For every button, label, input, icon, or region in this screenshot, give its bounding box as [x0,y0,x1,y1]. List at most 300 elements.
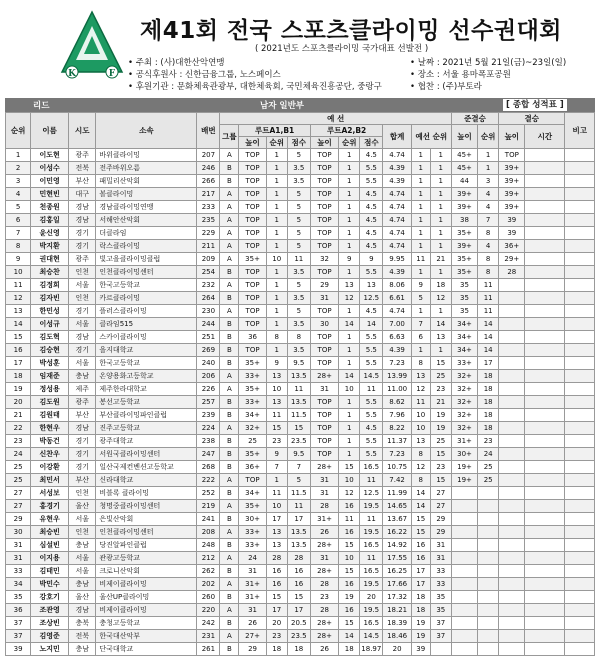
cell-prelim-rank: 1 [430,227,451,240]
cell-final-height [499,370,525,383]
cell-semi-height: 38 [451,214,477,227]
cell-bib: 222 [197,474,220,487]
cell-total: 4.74 [383,240,411,253]
cell-group: B [220,344,239,357]
cell-final-time [525,474,565,487]
cell-club: 서해안산악회 [96,214,197,227]
cell-bib: 224 [197,422,220,435]
cell-club: 빛고을클라이밍클럽 [96,253,197,266]
cell-final-height: 36+ [499,240,525,253]
cell-r2-order: 14 [339,318,360,331]
cell-note [565,617,595,630]
cell-semi-height: 35 [451,305,477,318]
cell-r2-height: 28+ [310,630,338,643]
cell-r2-height: TOP [310,175,338,188]
cell-semi-height [451,500,477,513]
cell-semi-order: 18 [478,383,499,396]
cell-name: 윤신영 [31,227,69,240]
cell-prelim-order: 1 [411,149,430,162]
cell-name: 정성용 [31,383,69,396]
cell-final-height [499,448,525,461]
cell-bib: 260 [197,591,220,604]
cell-r2-height: TOP [310,357,338,370]
cell-r2-score: 14.5 [360,370,383,383]
cell-r2-order: 1 [339,435,360,448]
cell-final-height [499,305,525,318]
cell-city: 충남 [69,539,96,552]
cell-semi-height: 34+ [451,331,477,344]
cell-note [565,370,595,383]
cell-rank: 35 [6,591,31,604]
cell-name: 김태민 [31,565,69,578]
table-row [6,305,595,318]
cell-rank: 22 [6,422,31,435]
cell-final-height: 39+ [499,175,525,188]
cell-note [565,526,595,539]
cell-group: A [220,305,239,318]
table-row [6,344,595,357]
table-row [6,240,595,253]
cell-final-time [525,526,565,539]
cell-r1-order: 23 [266,630,287,643]
cell-name: 김정희 [31,279,69,292]
event-venue: • 장소 : 서울 용마폭포공원 [410,70,511,80]
cell-name: 심설빈 [31,539,69,552]
cell-r1-score: 5 [287,188,310,201]
cell-prelim-order: 16 [411,539,430,552]
cell-total: 4.74 [383,149,411,162]
cell-r1-score: 15 [287,422,310,435]
cell-r2-score: 11 [360,513,383,526]
event-info-right [410,57,566,93]
cell-final-height [499,461,525,474]
cell-bib: 202 [197,578,220,591]
cell-r1-height: TOP [239,188,266,201]
table-row [6,552,595,565]
cell-r1-order: 1 [266,188,287,201]
cell-r2-score: 4.5 [360,422,383,435]
cell-semi-height [451,617,477,630]
cell-bib: 254 [197,266,220,279]
cell-total: 4.39 [383,344,411,357]
cell-r2-height: 28+ [310,617,338,630]
cell-club: 인천클라이밍센터 [96,526,197,539]
cell-name: 민현빈 [31,188,69,201]
cell-final-height [499,552,525,565]
cell-rank: 16 [6,344,31,357]
cell-city: 경남 [69,214,96,227]
cell-r2-order: 14 [339,630,360,643]
cell-bib: 207 [197,149,220,162]
cell-prelim-rank: 1 [430,175,451,188]
cell-r1-order: 1 [266,474,287,487]
cell-r1-score: 3.5 [287,344,310,357]
cell-semi-height: 32+ [451,396,477,409]
cell-rank: 15 [6,331,31,344]
cell-prelim-rank: 35 [430,591,451,604]
table-row [6,474,595,487]
cell-city: 부산 [69,175,96,188]
cell-r1-height: 36+ [239,461,266,474]
cell-total: 9.95 [383,253,411,266]
cell-name: 이성수 [31,162,69,175]
cell-r1-score: 3.5 [287,292,310,305]
cell-r2-score: 4.5 [360,201,383,214]
header-name: 이름 [31,113,69,149]
cell-r2-score: 4.5 [360,188,383,201]
cell-r2-order: 1 [339,305,360,318]
cell-semi-height [451,604,477,617]
cell-bib: 241 [197,513,220,526]
cell-total: 18.39 [383,617,411,630]
cell-club: 진주고등학교 [96,422,197,435]
cell-final-height [499,487,525,500]
cell-r2-score: 5.5 [360,175,383,188]
cell-r2-score: 16.5 [360,539,383,552]
cell-r2-height: TOP [310,331,338,344]
cell-group: B [220,396,239,409]
cell-final-time [525,175,565,188]
cell-semi-order: 4 [478,201,499,214]
cell-final-time [525,435,565,448]
cell-prelim-rank [430,643,451,656]
cell-r1-height: TOP [239,227,266,240]
cell-bib: 208 [197,526,220,539]
cell-prelim-order: 1 [411,201,430,214]
cell-group: A [220,201,239,214]
cell-r2-order: 1 [339,344,360,357]
cell-group: A [220,214,239,227]
cell-r1-order: 1 [266,266,287,279]
cell-group: A [220,500,239,513]
cell-semi-height: 45+ [451,162,477,175]
cell-club: 을지대학교 [96,344,197,357]
cell-total: 16.25 [383,565,411,578]
cell-r1-score: 5 [287,279,310,292]
cell-city: 경기 [69,344,96,357]
cell-city: 충남 [69,578,96,591]
table-row [6,487,595,500]
cell-club: 광주대학교 [96,435,197,448]
cell-group: A [220,240,239,253]
cell-r2-height: 23 [310,591,338,604]
header-r2-height: 높이 [310,137,338,149]
cell-r2-score: 16.5 [360,461,383,474]
cell-semi-order: 4 [478,240,499,253]
cell-final-time [525,591,565,604]
cell-total: 8.22 [383,422,411,435]
table-row [6,539,595,552]
cell-r2-score: 5.5 [360,396,383,409]
cell-r2-height: TOP [310,409,338,422]
table-row [6,227,595,240]
cell-total: 7.96 [383,409,411,422]
cell-r2-height: 29 [310,279,338,292]
cell-semi-height [451,591,477,604]
cell-city: 인천 [69,487,96,500]
cell-final-time [525,500,565,513]
cell-bib: 247 [197,448,220,461]
cell-semi-height [451,513,477,526]
cell-rank: 27 [6,487,31,500]
cell-prelim-rank: 1 [430,344,451,357]
cell-r2-score: 5.5 [360,448,383,461]
table-row [6,149,595,162]
cell-semi-order: 24 [478,448,499,461]
cell-final-height [499,604,525,617]
cell-bib: 262 [197,565,220,578]
cell-bib: 238 [197,435,220,448]
cell-total: 4.39 [383,162,411,175]
cell-prelim-rank: 35 [430,604,451,617]
cell-final-time [525,461,565,474]
cell-city: 울산 [69,591,96,604]
cell-note [565,175,595,188]
cell-r1-order: 1 [266,279,287,292]
cell-r1-score: 5 [287,201,310,214]
cell-r2-score: 19.5 [360,500,383,513]
cell-city: 서울 [69,357,96,370]
cell-note [565,266,595,279]
cell-final-height [499,630,525,643]
cell-r2-height: 26 [310,526,338,539]
table-row [6,162,595,175]
cell-r2-height: 31+ [310,513,338,526]
cell-total: 6.63 [383,331,411,344]
cell-city: 부산 [69,474,96,487]
cell-group: A [220,227,239,240]
cell-total: 13.99 [383,370,411,383]
cell-r1-order: 16 [266,565,287,578]
cell-r2-score: 19.5 [360,526,383,539]
cell-name: 김도혁 [31,331,69,344]
cell-r2-score: 5.5 [360,331,383,344]
cell-city: 대구 [69,188,96,201]
cell-bib: 266 [197,175,220,188]
cell-total: 18.21 [383,604,411,617]
cell-r2-height: 31 [310,383,338,396]
cell-prelim-order: 17 [411,565,430,578]
organizer: • 주최 : (사)대한산악연맹 [128,58,225,68]
cell-r1-order: 20 [266,617,287,630]
cell-r1-order: 13 [266,539,287,552]
cell-r2-order: 1 [339,175,360,188]
cell-r2-order: 1 [339,227,360,240]
cell-r1-height: 31+ [239,578,266,591]
cell-bib: 230 [197,305,220,318]
table-row [6,630,595,643]
cell-prelim-order: 15 [411,526,430,539]
cell-group: A [220,604,239,617]
cell-prelim-order: 14 [411,487,430,500]
cell-bib: 229 [197,227,220,240]
cell-city: 전북 [69,162,96,175]
cell-note [565,513,595,526]
cell-prelim-rank: 37 [430,617,451,630]
cell-bib: 240 [197,357,220,370]
cell-prelim-rank: 21 [430,253,451,266]
cell-r1-height: TOP [239,201,266,214]
cell-total: 17.66 [383,578,411,591]
cell-name: 임재준 [31,370,69,383]
cell-r2-score: 16.5 [360,565,383,578]
cell-r2-order: 13 [339,279,360,292]
cell-r1-order: 13 [266,370,287,383]
cell-r2-height: TOP [310,305,338,318]
cell-name: 유현우 [31,513,69,526]
table-row [6,396,595,409]
discipline-label: 리드 [33,101,50,111]
cell-name: 김영준 [31,630,69,643]
cell-city: 충남 [69,643,96,656]
cell-prelim-rank: 27 [430,487,451,500]
cell-r2-score: 19.5 [360,578,383,591]
cell-r2-height: 28 [310,604,338,617]
cell-r1-order: 7 [266,461,287,474]
table-row [6,331,595,344]
cell-r2-order: 19 [339,591,360,604]
cell-semi-order: 8 [478,253,499,266]
cell-r2-score: 20 [360,591,383,604]
cell-final-time [525,630,565,643]
header-semi-height: 높이 [451,125,477,149]
cell-r2-score: 4.5 [360,227,383,240]
cell-semi-order: 18 [478,370,499,383]
cell-r1-height: 24 [239,552,266,565]
cell-r1-order: 1 [266,175,287,188]
cell-r1-height: TOP [239,214,266,227]
cell-r2-height: 31 [310,487,338,500]
cell-name: 김승현 [31,344,69,357]
cell-prelim-rank: 21 [430,396,451,409]
cell-prelim-rank: 1 [430,266,451,279]
cell-club: 은빛산악회 [96,513,197,526]
cell-bib: 211 [197,240,220,253]
cell-rank: 11 [6,279,31,292]
cell-r2-score: 14 [360,318,383,331]
cell-r1-score: 9.5 [287,357,310,370]
cell-club: 비제이클라이밍 [96,578,197,591]
cell-r1-score: 11.5 [287,409,310,422]
cell-semi-order: 18 [478,396,499,409]
cell-city: 서울 [69,318,96,331]
cell-r1-score: 17 [287,604,310,617]
cell-city: 광주 [69,396,96,409]
table-row [6,318,595,331]
cell-note [565,461,595,474]
cell-rank: 19 [6,383,31,396]
header-rank: 순위 [6,113,31,149]
cell-r2-order: 10 [339,474,360,487]
cell-city: 경남 [69,422,96,435]
header-r1-order: 순위 [266,137,287,149]
cell-city: 인천 [69,292,96,305]
cell-name: 노지민 [31,643,69,656]
cell-r2-order: 15 [339,539,360,552]
cell-rank: 5 [6,201,31,214]
cell-final-height [499,474,525,487]
cell-r1-height: 35+ [239,500,266,513]
cell-name: 서성보 [31,487,69,500]
cell-prelim-order: 19 [411,630,430,643]
cell-r2-order: 15 [339,565,360,578]
cell-city: 경기 [69,448,96,461]
cell-bib: 235 [197,214,220,227]
cell-rank: 1 [6,149,31,162]
cell-note [565,149,595,162]
cell-rank: 6 [6,214,31,227]
cell-final-height [499,513,525,526]
cell-r1-score: 23.5 [287,630,310,643]
cell-club: 비블록 클라이밍 [96,487,197,500]
cell-city: 인천 [69,266,96,279]
cell-r2-score: 12.5 [360,487,383,500]
cell-total: 4.39 [383,175,411,188]
cell-final-time [525,149,565,162]
cell-final-height [499,331,525,344]
cell-r1-order: 9 [266,448,287,461]
cell-final-height [499,357,525,370]
cell-semi-order: 4 [478,188,499,201]
table-row [6,253,595,266]
cell-club: 한국대산악부 [96,630,197,643]
cell-r2-score: 5.5 [360,357,383,370]
cell-r2-height: 28 [310,578,338,591]
cell-prelim-order: 13 [411,370,430,383]
cell-semi-order [478,565,499,578]
cell-name: 이강환 [31,461,69,474]
cell-rank: 7 [6,227,31,240]
cell-final-height [499,565,525,578]
table-row [6,643,595,656]
cell-note [565,539,595,552]
table-row [6,604,595,617]
cell-r1-order: 1 [266,292,287,305]
cell-r1-score: 11 [287,253,310,266]
cell-r1-height: 36 [239,331,266,344]
cell-rank: 2 [6,162,31,175]
cell-note [565,305,595,318]
cell-total: 11.37 [383,435,411,448]
cell-final-time [525,617,565,630]
cell-club: 한국고등학교 [96,279,197,292]
cell-semi-order: 18 [478,409,499,422]
header-prelim: 예 선 [220,113,451,125]
table-row [6,279,595,292]
cell-r1-height: 27+ [239,630,266,643]
cell-r2-height: TOP [310,240,338,253]
cell-semi-height [451,552,477,565]
cell-r2-height: TOP [310,162,338,175]
cell-r2-order: 1 [339,357,360,370]
cell-city: 광주 [69,253,96,266]
cell-prelim-order: 16 [411,552,430,565]
cell-r1-height: 33+ [239,396,266,409]
header [0,0,600,96]
cell-name: 박지환 [31,240,69,253]
cell-final-time [525,552,565,565]
cell-prelim-rank: 23 [430,461,451,474]
cell-r1-score: 13.5 [287,539,310,552]
cell-prelim-rank: 25 [430,435,451,448]
cell-note [565,435,595,448]
cell-final-time [525,565,565,578]
cell-r1-order: 1 [266,201,287,214]
cell-name: 이성규 [31,318,69,331]
cell-r2-score: 13 [360,279,383,292]
cell-prelim-order: 1 [411,240,430,253]
cell-prelim-rank: 31 [430,552,451,565]
